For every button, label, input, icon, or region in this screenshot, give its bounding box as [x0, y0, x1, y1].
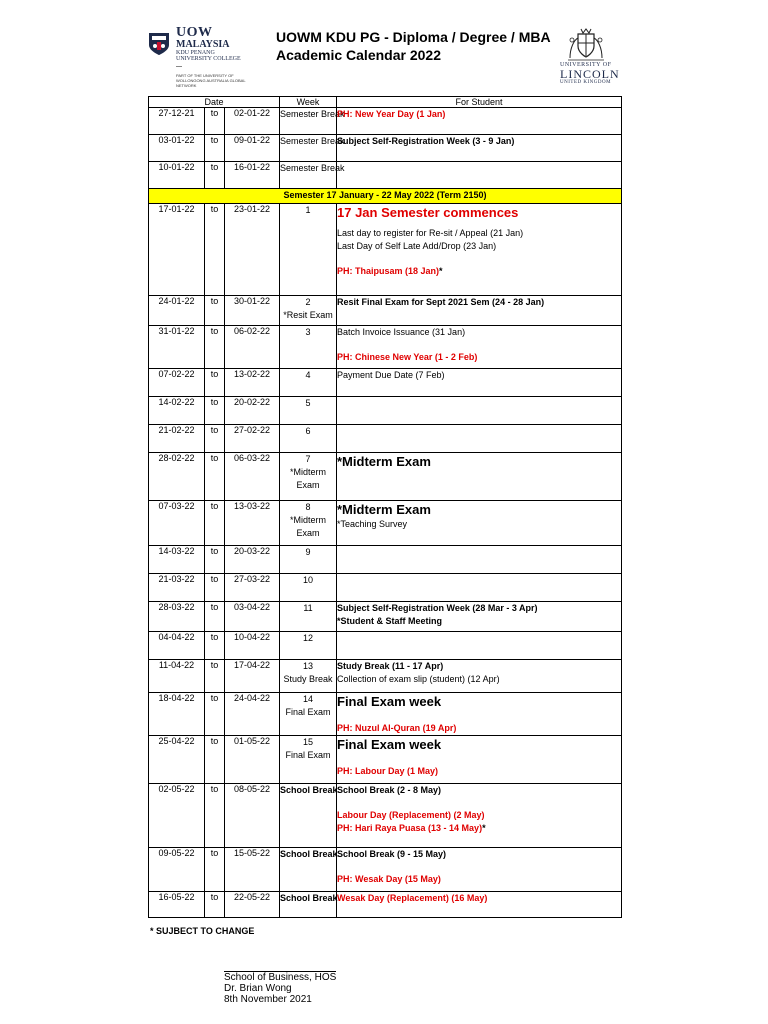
event-spacer: [337, 797, 621, 809]
uow-malaysia-logo: [146, 26, 266, 92]
date-from: 10-01-22: [149, 162, 205, 189]
university-of-lincoln-logo: [556, 26, 622, 86]
date-from: 28-03-22: [149, 602, 205, 632]
academic-calendar-table: [148, 96, 622, 918]
week-label: 11: [303, 603, 313, 613]
week-cell: [280, 632, 337, 660]
week-label: Semester Break: [280, 109, 345, 119]
uow-network-text: PART OF THE UNIVERSITY OF WOLLONGONG AUSTRALIA GLOBAL NETWORK: [176, 73, 246, 88]
event-text: Subject Self-Registration Week (28 Mar - 3 Apr): [337, 603, 538, 613]
event-item: [337, 135, 621, 148]
week-label: 5: [305, 398, 311, 408]
week-label: School Break: [280, 785, 338, 795]
event-text: PH: Wesak Day (15 May): [337, 874, 441, 884]
week-cell: [280, 736, 337, 784]
week-label: Final Exam: [285, 707, 331, 717]
date-until: 16-01-22: [225, 162, 280, 189]
document-title: [276, 28, 566, 64]
events-cell: [337, 501, 622, 546]
date-until: 20-02-22: [225, 397, 280, 425]
date-from: 18-04-22: [149, 693, 205, 736]
events-cell: [337, 296, 622, 326]
week-label: 14: [302, 694, 313, 704]
week-cell: [280, 135, 345, 162]
date-to-separator: to: [205, 784, 225, 848]
week-label: Exam: [296, 480, 320, 490]
event-text: *Midterm Exam: [337, 502, 431, 517]
event-item: [337, 693, 621, 710]
week-cell: [280, 501, 337, 546]
event-asterisk: *: [482, 823, 486, 833]
event-text: Payment Due Date (7 Feb): [337, 370, 445, 380]
table-header-row: [149, 97, 622, 108]
date-until: 01-05-22: [225, 736, 280, 784]
week-cell: [280, 660, 337, 693]
column-header-date: Date: [149, 97, 280, 108]
event-item: [337, 873, 621, 886]
date-from: 17-01-22: [149, 204, 205, 296]
column-header-for-student: For Student: [337, 97, 622, 108]
date-until: 30-01-22: [225, 296, 280, 326]
date-to-separator: to: [205, 848, 225, 892]
event-item: [337, 108, 621, 121]
title-line-1: UOWM KDU PG - Diploma / Degree / MBA: [276, 29, 551, 45]
week-cell: [280, 204, 337, 296]
event-item: [337, 351, 621, 364]
date-from: 07-02-22: [149, 369, 205, 397]
event-spacer: [337, 861, 621, 873]
signature-name: Dr. Brian Wong: [224, 983, 292, 994]
uow-crest-icon: [148, 32, 170, 56]
uow-college-text: UNIVERSITY COLLEGE: [176, 56, 241, 62]
event-item: [337, 227, 621, 240]
date-to-separator: to: [205, 425, 225, 453]
date-to-separator: to: [205, 453, 225, 501]
week-cell: [280, 574, 337, 602]
week-cell: [280, 108, 345, 135]
event-text: Last day to register for Re-sit / Appeal (21 Jan): [337, 228, 524, 238]
semester-banner-row: [149, 189, 622, 204]
date-until: 24-04-22: [225, 693, 280, 736]
events-cell: [337, 453, 622, 501]
week-label: *Midterm: [289, 515, 326, 525]
week-label: School Break: [280, 893, 338, 903]
date-until: 13-03-22: [225, 501, 280, 546]
events-cell: [337, 632, 622, 660]
event-item: [337, 784, 621, 797]
table-row: [149, 892, 622, 918]
date-until: 23-01-22: [225, 204, 280, 296]
table-row: [149, 784, 622, 848]
week-label: Study Break: [283, 674, 333, 684]
date-to-separator: to: [205, 135, 225, 162]
uow-country-text: MALAYSIA: [176, 39, 230, 50]
week-cell: [280, 296, 337, 326]
date-from: 24-01-22: [149, 296, 205, 326]
week-label: 4: [305, 370, 311, 380]
table-row: [149, 397, 622, 425]
lincoln-name-text: LINCOLN: [560, 67, 620, 81]
date-from: 28-02-22: [149, 453, 205, 501]
date-from: 11-04-22: [149, 660, 205, 693]
week-label: 8: [305, 502, 311, 512]
events-cell: [337, 425, 622, 453]
date-from: 16-05-22: [149, 892, 205, 918]
date-to-separator: to: [205, 693, 225, 736]
event-asterisk: *: [439, 266, 443, 276]
event-text: 17 Jan Semester commences: [337, 205, 519, 220]
event-text: Final Exam week: [337, 694, 442, 709]
table-row: [149, 736, 622, 784]
event-spacer: [337, 710, 621, 722]
date-until: 17-04-22: [225, 660, 280, 693]
event-text: PH: Nuzul Al-Quran (19 Apr): [337, 723, 457, 733]
event-spacer: [337, 253, 621, 265]
date-to-separator: to: [205, 204, 225, 296]
week-label: 9: [305, 547, 311, 557]
week-cell: [280, 162, 345, 189]
signature-block: [224, 972, 336, 1005]
week-cell: [280, 326, 337, 369]
lincoln-university-of-text: UNIVERSITY OF: [560, 62, 612, 68]
date-to-separator: to: [205, 632, 225, 660]
date-from: 04-04-22: [149, 632, 205, 660]
uow-campus-text: KDU PENANG: [176, 50, 215, 56]
event-text: PH: Chinese New Year (1 - 2 Feb): [337, 352, 478, 362]
table-row: [149, 425, 622, 453]
date-until: 03-04-22: [225, 602, 280, 632]
date-from: 07-03-22: [149, 501, 205, 546]
event-item: [337, 615, 621, 628]
week-label: School Break: [280, 849, 338, 859]
event-item: [337, 660, 621, 673]
signature-title: School of Business, HOS: [224, 972, 337, 983]
date-to-separator: to: [205, 162, 225, 189]
week-label: 2: [305, 297, 311, 307]
title-line-2: Academic Calendar 2022: [276, 47, 441, 63]
week-label: Semester Break: [280, 136, 345, 146]
table-row: [149, 204, 622, 296]
event-item: [337, 602, 621, 615]
events-cell: [337, 204, 622, 296]
event-text: Resit Final Exam for Sept 2021 Sem (24 - 28 Jan): [337, 297, 545, 307]
event-text: Study Break (11 - 17 Apr): [337, 661, 444, 671]
week-cell: [280, 848, 337, 892]
lincoln-country-text: UNITED KINGDOM: [560, 80, 612, 85]
date-from: 02-05-22: [149, 784, 205, 848]
date-to-separator: to: [205, 574, 225, 602]
event-text: PH: Hari Raya Puasa (13 - 14 May): [337, 823, 483, 833]
event-text: *Student & Staff Meeting: [337, 616, 442, 626]
table-row: [149, 660, 622, 693]
date-to-separator: to: [205, 546, 225, 574]
event-item: [337, 265, 621, 278]
events-cell: [337, 546, 622, 574]
date-until: 10-04-22: [225, 632, 280, 660]
event-text: School Break (9 - 15 May): [337, 849, 447, 859]
event-item: [337, 204, 621, 221]
date-until: 06-03-22: [225, 453, 280, 501]
table-row: [149, 546, 622, 574]
date-until: 13-02-22: [225, 369, 280, 397]
events-cell: [337, 736, 622, 784]
week-label: 12: [302, 633, 313, 643]
date-from: 03-01-22: [149, 135, 205, 162]
week-label: *Resit Exam: [283, 310, 333, 320]
table-row: [149, 574, 622, 602]
date-to-separator: to: [205, 501, 225, 546]
table-row: [149, 108, 622, 135]
date-to-separator: to: [205, 602, 225, 632]
event-text: Wesak Day (Replacement) (16 May): [337, 893, 488, 903]
event-text: PH: Labour Day (1 May): [337, 766, 439, 776]
events-cell: [337, 574, 622, 602]
week-label: Semester Break: [280, 163, 345, 173]
date-from: 27-12-21: [149, 108, 205, 135]
date-to-separator: to: [205, 892, 225, 918]
event-item: [337, 326, 621, 339]
week-label: 1: [305, 205, 311, 215]
events-cell: [337, 848, 622, 892]
date-to-separator: to: [205, 108, 225, 135]
date-to-separator: to: [205, 397, 225, 425]
event-item: [337, 501, 621, 518]
event-text: *Midterm Exam: [337, 454, 431, 469]
date-until: 09-01-22: [225, 135, 280, 162]
week-cell: [280, 453, 337, 501]
events-cell: [337, 397, 622, 425]
week-cell: [280, 397, 337, 425]
event-item: [337, 369, 621, 382]
event-text: School Break (2 - 8 May): [337, 785, 442, 795]
event-item: [337, 518, 621, 531]
event-item: [337, 892, 621, 905]
week-label: 15: [302, 737, 313, 747]
week-label: Exam: [296, 528, 320, 538]
table-row: [149, 501, 622, 546]
table-row: [149, 326, 622, 369]
week-label: 13: [302, 661, 313, 671]
events-cell: [337, 784, 622, 848]
uow-logo-divider: [176, 66, 182, 67]
event-text: *Teaching Survey: [337, 519, 408, 529]
event-item: [337, 809, 621, 822]
events-cell: [337, 693, 622, 736]
event-item: [337, 736, 621, 753]
table-row: [149, 602, 622, 632]
date-until: 27-02-22: [225, 425, 280, 453]
event-text: Batch Invoice Issuance (31 Jan): [337, 327, 466, 337]
events-cell: [337, 135, 622, 162]
week-cell: [280, 693, 337, 736]
signature-date: 8th November 2021: [224, 994, 312, 1005]
week-cell: [280, 546, 337, 574]
date-from: 31-01-22: [149, 326, 205, 369]
semester-banner: Semester 17 January - 22 May 2022 (Term 2150): [149, 189, 622, 204]
date-until: 02-01-22: [225, 108, 280, 135]
event-item: [337, 765, 621, 778]
date-from: 09-05-22: [149, 848, 205, 892]
events-cell: [337, 602, 622, 632]
event-item: [337, 673, 621, 686]
date-from: 14-03-22: [149, 546, 205, 574]
event-spacer: [337, 753, 621, 765]
event-text: Labour Day (Replacement) (2 May): [337, 810, 485, 820]
week-label: Final Exam: [285, 750, 331, 760]
events-cell: [337, 369, 622, 397]
date-to-separator: to: [205, 369, 225, 397]
week-label: 7: [305, 454, 311, 464]
week-cell: [280, 602, 337, 632]
date-from: 25-04-22: [149, 736, 205, 784]
event-text: Collection of exam slip (student) (12 Apr): [337, 674, 500, 684]
week-label: 3: [305, 327, 311, 337]
event-text: Final Exam week: [337, 737, 442, 752]
table-row: [149, 632, 622, 660]
week-label: *Midterm: [289, 467, 326, 477]
events-cell: [337, 326, 622, 369]
week-label: 6: [305, 426, 311, 436]
date-until: 27-03-22: [225, 574, 280, 602]
lincoln-crest-icon: [566, 28, 606, 62]
table-row: [149, 162, 622, 189]
events-cell: [337, 162, 622, 189]
events-cell: [337, 108, 622, 135]
event-item: [337, 722, 621, 735]
event-item: [337, 822, 621, 835]
event-item: [337, 240, 621, 253]
date-until: 15-05-22: [225, 848, 280, 892]
date-until: 06-02-22: [225, 326, 280, 369]
table-row: [149, 296, 622, 326]
date-from: 21-03-22: [149, 574, 205, 602]
event-text: Last Day of Self Late Add/Drop (23 Jan): [337, 241, 497, 251]
date-to-separator: to: [205, 326, 225, 369]
event-item: [337, 296, 621, 309]
date-from: 14-02-22: [149, 397, 205, 425]
week-cell: [280, 892, 337, 918]
event-text: PH: Thaipusam (18 Jan): [337, 266, 440, 276]
date-to-separator: to: [205, 736, 225, 784]
events-cell: [337, 892, 622, 918]
week-cell: [280, 425, 337, 453]
date-from: 21-02-22: [149, 425, 205, 453]
week-cell: [280, 369, 337, 397]
week-label: 10: [302, 575, 313, 585]
event-item: [337, 848, 621, 861]
table-row: [149, 693, 622, 736]
event-item: [337, 453, 621, 470]
table-row: [149, 135, 622, 162]
calendar-body: [149, 108, 622, 918]
uow-brand-text: UOW: [176, 25, 213, 40]
table-row: [149, 369, 622, 397]
date-to-separator: to: [205, 296, 225, 326]
table-row: [149, 848, 622, 892]
date-to-separator: to: [205, 660, 225, 693]
table-row: [149, 453, 622, 501]
date-until: 22-05-22: [225, 892, 280, 918]
event-text: Subject Self-Registration Week (3 - 9 Jan): [337, 136, 515, 146]
events-cell: [337, 660, 622, 693]
date-until: 20-03-22: [225, 546, 280, 574]
week-cell: [280, 784, 337, 848]
date-until: 08-05-22: [225, 784, 280, 848]
column-header-week: Week: [280, 97, 337, 108]
event-spacer: [337, 339, 621, 351]
subject-to-change-note: * SUJBECT TO CHANGE: [150, 926, 255, 936]
event-text: PH: New Year Day (1 Jan): [337, 109, 446, 119]
document-header: [146, 26, 622, 86]
